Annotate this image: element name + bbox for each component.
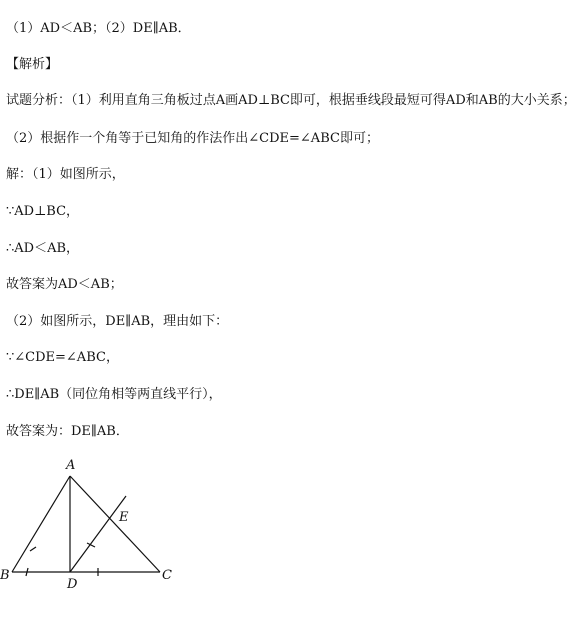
label-b: B <box>0 568 10 583</box>
label-e: E <box>119 510 129 525</box>
answer-part-2: 故答案为：DE∥AB． <box>6 424 129 439</box>
step-because-1: ∵AD⊥BC， <box>6 204 80 219</box>
analysis-part-2: （2）根据作一个角等于已知角的作法作出∠CDE=∠ABC即可； <box>6 131 379 146</box>
figure-lines <box>12 476 160 576</box>
geometry-figure <box>0 452 188 590</box>
segment-ac <box>70 476 160 572</box>
segment-ab <box>12 476 70 572</box>
answer-part-1: 故答案为AD＜AB； <box>6 277 123 292</box>
step-because-2: ∵∠CDE=∠ABC， <box>6 350 119 365</box>
label-d: D <box>67 577 78 590</box>
analysis-part-1: 试题分析：（1）利用直角三角板过点A画AD⊥BC即可，根据垂线段最短可得AD和AB的大小关系； <box>6 93 576 108</box>
answer-line: （1）AD＜AB；（2）DE∥AB． <box>6 21 191 36</box>
ray-de <box>70 496 126 572</box>
label-a: A <box>66 458 76 473</box>
solution-intro: 解：（1）如图所示， <box>6 167 125 182</box>
label-c: C <box>162 568 172 583</box>
part-2-intro: （2）如图所示，DE∥AB，理由如下： <box>6 314 229 329</box>
step-therefore-2: ∴DE∥AB（同位角相等两直线平行）， <box>6 387 222 402</box>
step-therefore-1: ∴AD＜AB， <box>6 241 80 256</box>
section-heading: 【解析】 <box>6 57 59 72</box>
tick-on-ab <box>30 547 36 551</box>
